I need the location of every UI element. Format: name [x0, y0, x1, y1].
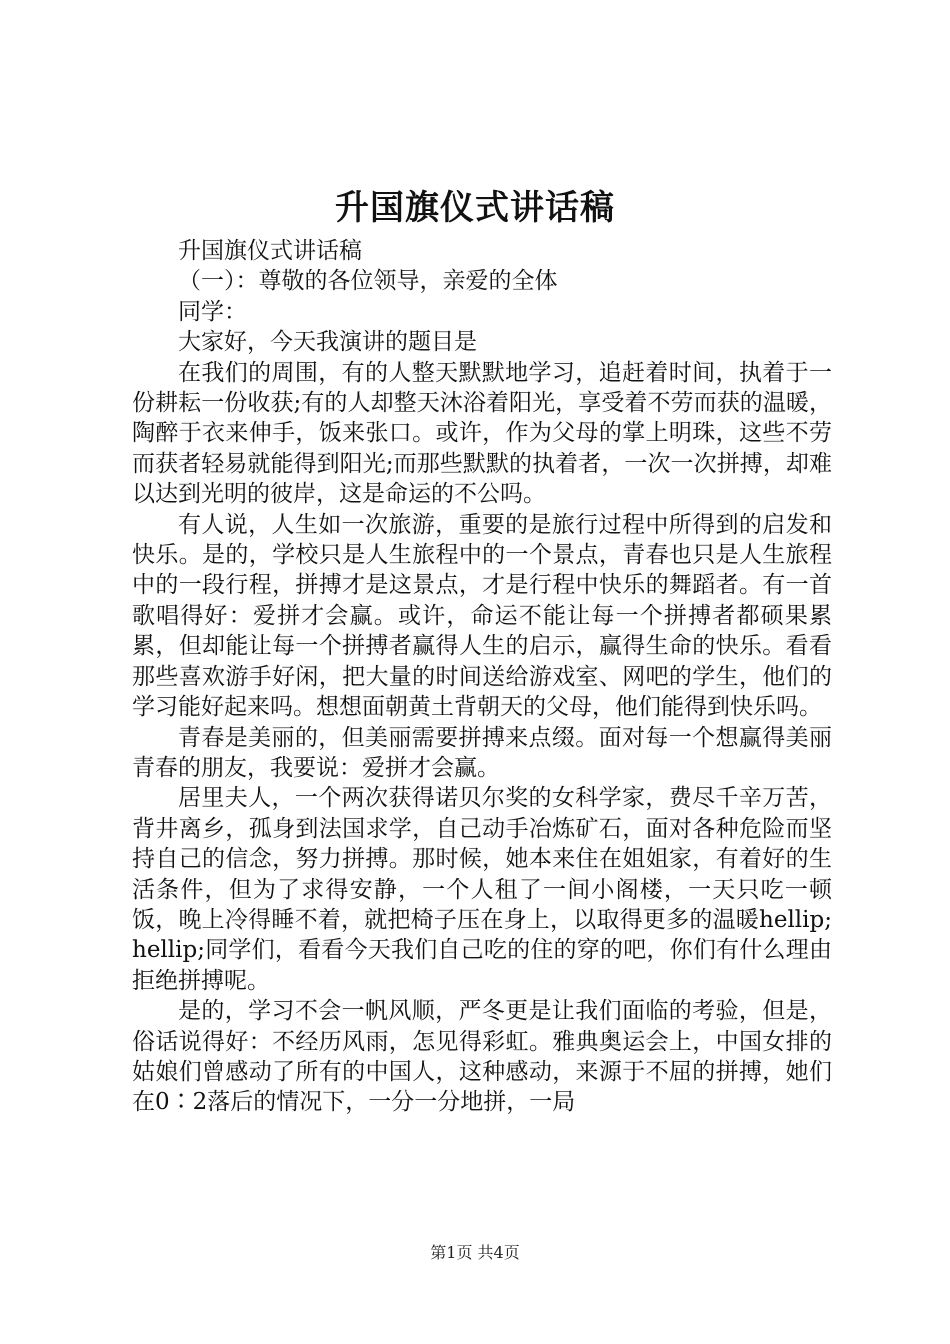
- body-paragraph: 居里夫人，一个两次获得诺贝尔奖的女科学家，费尽千辛万苦，背井离乡，孤身到法国求学，自己动手冶炼矿石，面对各种危险而坚持自己的信念，努力拼搏。那时候，她本来住在姐姐家，有着好的生活条件，但为了求得安静，一个人租了一间小阁楼，一天只吃一顿饭，晚上冷得睡不着，就把椅子压在身上，以取得更多的温暖hellip;hellip;同学们，看看今天我们自己吃的住的穿的吧，你们有什么理由拒绝拼搏呢。: [132, 785, 832, 994]
- body-paragraph: 青春是美丽的，但美丽需要拼搏来点缀。面对每一个想赢得美丽青春的朋友，我要说：爱拼才会赢。: [132, 724, 832, 781]
- body-paragraph: 有人说，人生如一次旅游，重要的是旅行过程中所得到的启发和快乐。是的，学校只是人生旅程中的一个景点，青春也只是人生旅程中的一段行程，拼搏才是这景点，才是行程中快乐的舞蹈者。有一首歌唱得好：爱拼才会赢。或许，命运不能让每一个拼搏者都硕果累累，但却能让每一个拼搏者赢得人生的启示，赢得生命的快乐。看看那些喜欢游手好闲，把大量的时间送给游戏室、网吧的学生，他们的学习能好起来吗。想想面朝黄土背朝天的父母，他们能得到快乐吗。: [132, 511, 832, 721]
- salutation-continued-line: 同学：: [178, 298, 247, 325]
- document-title: 升国旗仪式讲话稿: [335, 188, 615, 228]
- greeting-line: 大家好，今天我演讲的题目是: [178, 329, 477, 356]
- page-number-footer: 第1页 共4页: [430, 1243, 520, 1262]
- subtitle-line: 升国旗仪式讲话稿: [178, 238, 362, 264]
- body-paragraph: 在我们的周围，有的人整天默默地学习，追赶着时间，执着于一份耕耘一份收获;有的人却整天沐浴着阳光，享受着不劳而获的温暖，陶醉于衣来伸手，饭来张口。或许，作为父母的掌上明珠，这些不劳而获者轻易就能得到阳光;而那些默默的执着者，一次一次拼搏，却难以达到光明的彼岸，这是命运的不公吗。: [132, 359, 832, 508]
- salutation-line: （一）：尊敬的各位领导，亲爱的全体: [178, 268, 558, 295]
- body-paragraph: 是的，学习不会一帆风顺，严冬更是让我们面临的考验，但是，俗话说得好：不经历风雨，怎见得彩虹。雅典奥运会上，中国女排的姑娘们曾感动了所有的中国人，这种感动，来源于不屈的拼搏，她们在0∶2落后的情况下，一分一分地拼，一局: [132, 998, 832, 1116]
- document-body: [132, 236, 832, 1118]
